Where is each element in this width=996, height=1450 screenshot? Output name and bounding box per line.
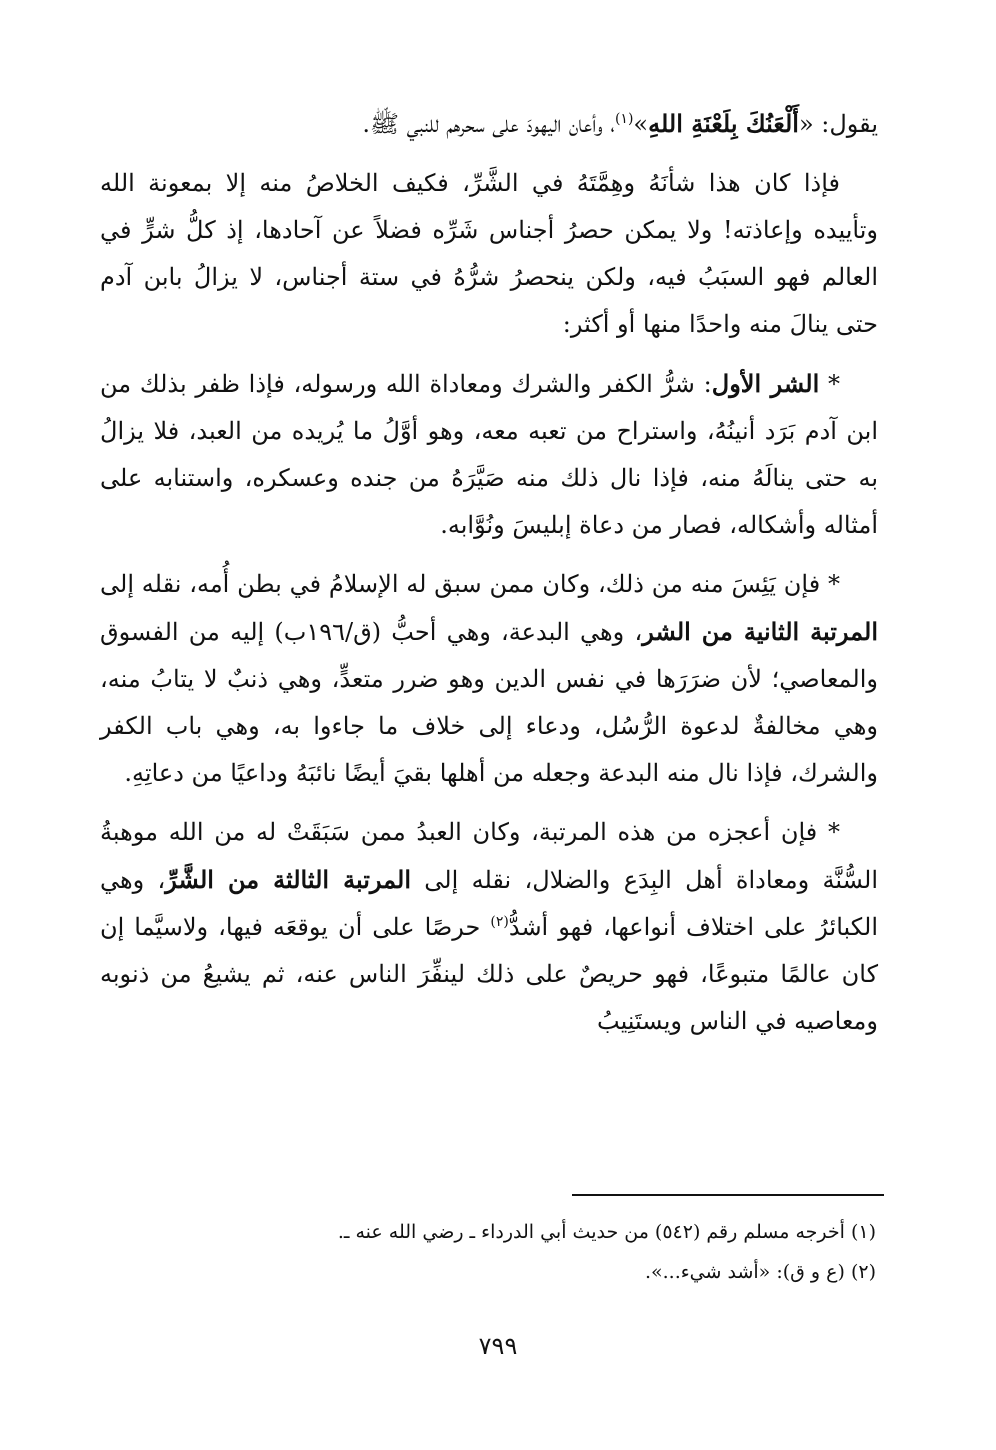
p2-heading: الشر الأول: [711, 369, 820, 398]
footnote-2: [100, 1252, 876, 1292]
p4-star: *: [817, 818, 840, 846]
footnote-1: [100, 1212, 876, 1252]
paragraph-2: [100, 360, 878, 549]
page-number: ٧٩٩: [478, 1332, 518, 1360]
p4-heading: المرتبة الثالثة من الشَّرِّ: [165, 865, 411, 894]
p0-quote: أَلْعَنُكَ بِلَعْنَةِ اللهِ: [648, 109, 799, 138]
p0-tail: ، وأعان اليهودَ على سحرهم للنبي ﷺ.: [362, 110, 615, 138]
main-text: [100, 100, 878, 1057]
paragraph-3: [100, 561, 878, 797]
footnote-1-number: (١): [850, 1221, 876, 1243]
footnote-ref-2[interactable]: (٢): [490, 914, 509, 930]
p3-heading: المرتبة الثانية من الشر: [642, 617, 878, 646]
p4-text-b: ، وهي الكبائرُ على اختلاف أنواعها، فهو أشدُّ: [100, 866, 878, 941]
paragraph-4: [100, 809, 878, 1045]
p3-star: *: [820, 570, 840, 598]
footnote-divider: [572, 1194, 884, 1196]
p0-before: يقول: «: [798, 110, 878, 138]
paragraph-1: فإذا كان هذا شأنَهُ وهِمَّتَهُ في الشَّرِّ، فكيف الخلاصُ منه إلا بمعونة الله وتأييده وإعاذته! ولا يمكن حصرُ أجناس شَرِّه فضلاً عن آحادها، إذ كلُّ شرٍّ في العالم فهو السبَبُ فيه، ولكن ينحصرُ شرُّهُ في ستة أجناس، لا يزالُ بابن آدم حتى ينالَ منه واحدًا منها أو أكثر:: [100, 169, 878, 338]
paragraph-0: [100, 100, 878, 148]
footnote-ref-1[interactable]: (١): [614, 111, 634, 127]
footnote-2-number: (٢): [850, 1261, 876, 1283]
p4-text-c: حرصًا على أن يوقعَه فيها، ولاسيَّما إن كان عالمًا متبوعًا، فهو حريصٌ على ذلك لينفِّرَ الناس عنه، ثم يشيعُ من ذنوبه ومعاصيه في الناس ويستَنِيبُ: [100, 913, 878, 1035]
p3-text-b: ، وهي البدعة، وهي أحبُّ (ق/١٩٦ب) إليه من الفسوق والمعاصي؛ لأن ضرَرَها في نفس الدين وهو ضرر متعدٍّ، وهي ذنبٌ لا يتابُ منه، وهي مخالفةٌ لدعوة الرُّسُل، ودعاء إلى خلاف ما جاءوا به، وهي باب الكفر والشرك، فإذا نال منه البدعة وجعله من أهلها بقيَ أيضًا نائبَهُ وداعيًا من دعاتِهِ.: [100, 618, 878, 787]
p2-star: *: [819, 370, 840, 398]
footnote-1-text: أخرجه مسلم رقم (٥٤٢) من حديث أبي الدرداء ـ رضي الله عنه ـ.: [337, 1221, 845, 1243]
p3-text-a: فإن يَئِسَ منه من ذلك، وكان ممن سبق له الإسلامُ في بطن أُمه، نقله إلى: [100, 570, 821, 598]
footnotes: [100, 1212, 876, 1292]
footnote-2-text: (ع و ق): «أشد شيء...».: [644, 1261, 845, 1283]
p4-text-a: فإن أعجزه من هذه المرتبة، وكان العبدُ ممن سَبَقَتْ له من الله موهبةُ السُّنَّة ومعاداة أهل البِدَع والضلال، نقله إلى: [100, 818, 878, 894]
p2-text: : شرُّ الكفر والشرك ومعاداة الله ورسوله، فإذا ظفر بذلك من ابن آدم بَرَد أنينُهُ، واستراح من تعبه معه، وهو أوَّلُ ما يُريده من العبد، فلا يزالُ به حتى ينالَهُ منه، فإذا نال ذلك منه صَيَّرَهُ من جنده وعسكره، واستنابه على أمثاله وأشكاله، فصار من دعاة إبليسَ ونُوَّابه.: [100, 370, 878, 539]
p0-after: »: [633, 110, 649, 138]
